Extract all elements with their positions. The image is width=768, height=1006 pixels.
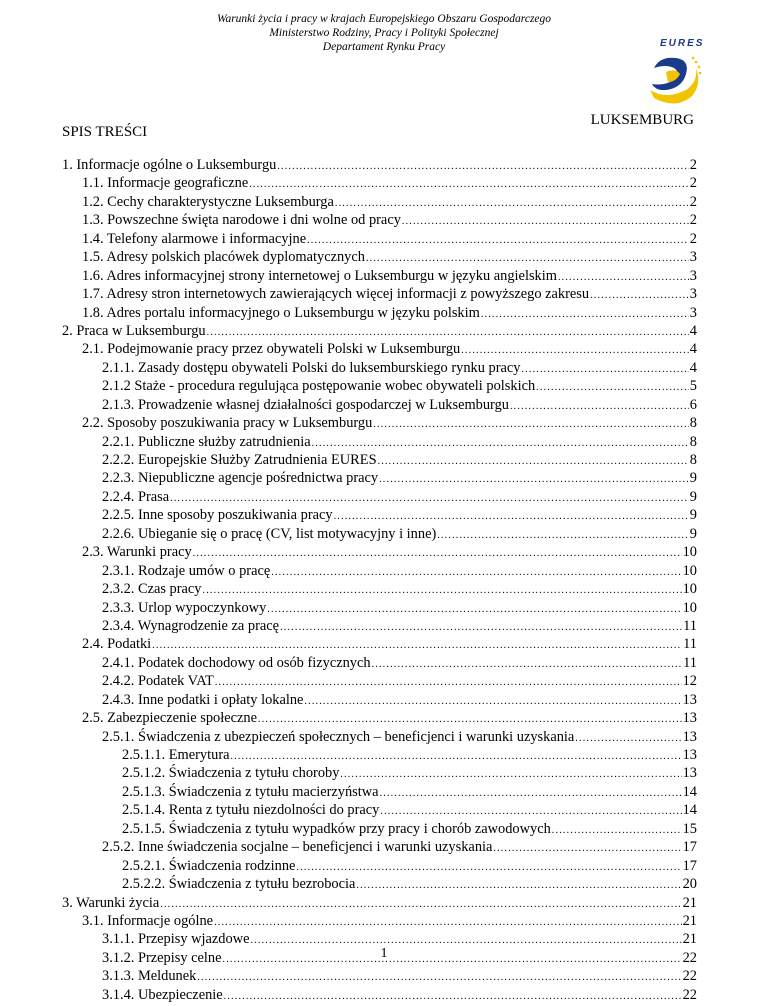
toc-entry-page: 13	[682, 747, 697, 763]
toc-entry-title: 2.1. Podejmowanie pracy przez obywateli Polski w Luksemburgu	[82, 341, 461, 358]
toc-entry[interactable]	[62, 488, 697, 506]
toc-entry[interactable]	[62, 728, 697, 746]
toc-entry-title: 2.4.3. Inne podatki i opłaty lokalne	[102, 691, 304, 708]
toc-entry-title: 2.3.3. Urlop wypoczynkowy	[102, 599, 267, 616]
toc-entry-title: 2.5.1.2. Świadczenia z tytułu choroby	[122, 765, 340, 782]
toc-entry-page: 17	[682, 857, 697, 874]
toc-dot-leader	[373, 416, 688, 434]
toc-entry-title: 2.4.1. Podatek dochodowy od osób fizycznych	[102, 654, 371, 671]
toc-entry-title: 2.3.1. Rodzaje umów o pracę	[102, 562, 271, 579]
table-of-contents	[62, 156, 697, 1004]
toc-entry[interactable]	[62, 562, 697, 580]
toc-dot-leader	[214, 914, 682, 932]
toc-entry-page: 5	[689, 378, 697, 395]
toc-entry-title: 3.1. Informacje ogólne	[82, 912, 214, 929]
toc-entry[interactable]	[62, 875, 697, 893]
toc-entry[interactable]	[62, 967, 697, 985]
toc-entry-title: 2.5.1.3. Świadczenia z tytułu macierzyństwa	[122, 783, 379, 800]
toc-entry-page: 22	[682, 968, 697, 985]
toc-entry-page: 17	[682, 839, 697, 856]
toc-entry-page: 22	[682, 986, 697, 1003]
toc-dot-leader	[380, 803, 681, 821]
toc-entry[interactable]	[62, 543, 697, 561]
toc-dot-leader	[481, 306, 689, 324]
toc-entry[interactable]	[62, 635, 697, 653]
toc-dot-leader	[340, 766, 681, 784]
page-number: 1	[380, 946, 388, 961]
toc-dot-leader	[521, 361, 688, 379]
toc-entry-page: 14	[682, 802, 697, 819]
toc-entry-page: 3	[689, 286, 697, 303]
toc-entry[interactable]	[62, 801, 697, 819]
toc-dot-leader	[207, 324, 689, 342]
toc-entry-page: 11	[683, 636, 697, 653]
toc-entry-page: 21	[682, 931, 697, 948]
toc-entry-title: 3.1.2. Przepisy celne	[102, 949, 222, 966]
toc-entry-title: 1.7. Adresy stron internetowych zawierających więcej informacji z powyższego zakresu	[82, 286, 590, 303]
eures-logo-text: EURES	[660, 38, 705, 49]
toc-entry-page: 11	[683, 617, 697, 634]
toc-entry[interactable]	[62, 986, 697, 1004]
toc-dot-leader	[380, 785, 682, 803]
toc-entry-title: 1.5. Adresy polskich placówek dyplomatycznych	[82, 249, 365, 266]
toc-title: SPIS TREŚCI	[62, 124, 148, 140]
toc-entry[interactable]	[62, 599, 697, 617]
toc-entry[interactable]	[62, 396, 697, 414]
toc-entry-title: 2.1.3. Prowadzenie własnej działalności gospodarczej w Luksemburgu	[102, 396, 509, 413]
toc-dot-leader	[493, 840, 681, 858]
toc-dot-leader	[267, 601, 681, 619]
toc-dot-leader	[203, 582, 682, 600]
toc-entry[interactable]	[62, 857, 697, 875]
toc-entry-title: 2.5.1.1. Emerytura	[122, 747, 230, 763]
toc-entry-page: 13	[682, 691, 697, 708]
toc-entry-page: 2	[689, 193, 697, 210]
toc-entry[interactable]	[62, 820, 697, 838]
toc-entry-page: 12	[682, 673, 697, 690]
toc-entry[interactable]	[62, 267, 697, 285]
toc-entry-title: 1.4. Telefony alarmowe i informacyjne	[82, 230, 307, 247]
toc-entry-page: 3	[689, 304, 697, 321]
toc-entry-title: 2.5.2. Inne świadczenia socjalne – beneficjenci i warunki uzyskania	[102, 839, 493, 856]
toc-entry[interactable]	[62, 340, 697, 358]
toc-entry-title: 2.3. Warunki pracy	[82, 544, 192, 561]
toc-entry[interactable]	[62, 248, 697, 266]
toc-entry[interactable]	[62, 230, 697, 248]
toc-entry-title: 3.1.4. Ubezpieczenie	[102, 986, 223, 1003]
toc-entry[interactable]	[62, 709, 697, 727]
toc-entry-title: 1.3. Powszechne święta narodowe i dni wolne od pracy	[82, 212, 401, 229]
toc-dot-leader	[356, 877, 681, 895]
toc-entry-page: 13	[682, 728, 697, 745]
toc-entry[interactable]	[62, 838, 697, 856]
toc-entry[interactable]	[62, 617, 697, 635]
toc-entry[interactable]	[62, 451, 697, 469]
toc-dot-leader	[378, 453, 689, 471]
toc-dot-leader	[258, 711, 682, 729]
toc-entry[interactable]	[62, 174, 697, 192]
toc-entry-page: 3	[689, 267, 697, 284]
toc-entry-page: 10	[682, 599, 697, 616]
toc-entry[interactable]	[62, 654, 697, 672]
eures-logo	[646, 38, 708, 110]
toc-dot-leader	[590, 287, 689, 305]
toc-entry-page: 13	[682, 765, 697, 782]
country-label: LUKSEMBURG	[590, 112, 694, 128]
toc-entry-page: 8	[689, 433, 697, 450]
toc-entry[interactable]	[62, 304, 697, 322]
toc-entry-page: 9	[689, 470, 697, 487]
toc-entry-page: 11	[683, 654, 697, 671]
toc-entry-title: 1.2. Cechy charakterystyczne Luksemburga	[82, 193, 334, 210]
toc-entry-title: 2.2.4. Prasa	[102, 488, 170, 505]
toc-entry[interactable]	[62, 359, 697, 377]
toc-dot-leader	[280, 619, 682, 637]
toc-entry-title: 2.5.2.2. Świadczenia z tytułu bezrobocia	[122, 876, 356, 893]
toc-entry-page: 10	[682, 544, 697, 561]
toc-entry-page: 21	[682, 912, 697, 929]
toc-entry-page: 15	[682, 820, 697, 837]
toc-dot-leader	[193, 545, 682, 563]
toc-entry[interactable]	[62, 433, 697, 451]
toc-entry[interactable]	[62, 672, 697, 690]
toc-dot-leader	[437, 527, 689, 545]
toc-entry[interactable]	[62, 894, 697, 912]
toc-entry-title: 2.2.1. Publiczne służby zatrudnienia	[102, 433, 311, 450]
toc-entry-title: 2.2. Sposoby poszukiwania pracy w Luksemburgu	[82, 415, 373, 432]
toc-entry[interactable]	[62, 211, 697, 229]
toc-entry[interactable]	[62, 193, 697, 211]
toc-dot-leader	[160, 896, 681, 914]
toc-dot-leader	[224, 988, 682, 1006]
toc-entry-page: 22	[682, 949, 697, 966]
toc-dot-leader	[152, 637, 682, 655]
toc-entry-page: 4	[689, 341, 697, 358]
toc-dot-leader	[335, 195, 689, 213]
toc-dot-leader	[536, 379, 689, 397]
toc-entry-page: 10	[682, 562, 697, 579]
toc-dot-leader	[277, 158, 688, 176]
toc-entry-title: 2.2.3. Niepubliczne agencje pośrednictwa pracy	[102, 470, 379, 487]
toc-dot-leader	[296, 859, 681, 877]
toc-entry-page: 14	[682, 783, 697, 800]
header-line-2: Ministerstwo Rodziny, Pracy i Polityki Społecznej	[269, 27, 499, 39]
toc-entry-page: 2	[689, 175, 697, 192]
toc-entry-title: 2.4.2. Podatek VAT	[102, 673, 214, 690]
toc-entry-page: 20	[682, 876, 697, 893]
toc-entry-title: 1. Informacje ogólne o Luksemburgu	[62, 157, 277, 173]
toc-entry[interactable]	[62, 322, 697, 340]
toc-dot-leader	[552, 822, 682, 840]
toc-dot-leader	[334, 508, 689, 526]
toc-entry-title: 2.2.6. Ubieganie się o pracę (CV, list motywacyjny i inne)	[102, 525, 437, 542]
toc-entry-page: 8	[689, 452, 697, 468]
toc-dot-leader	[249, 176, 689, 194]
toc-entry[interactable]	[62, 469, 697, 487]
toc-entry-title: 2.2.5. Inne sposoby poszukiwania pracy	[102, 507, 333, 524]
toc-entry-page: 21	[682, 894, 697, 911]
toc-entry-page: 8	[689, 415, 697, 432]
toc-entry[interactable]	[62, 285, 697, 303]
toc-dot-leader	[271, 564, 681, 582]
toc-dot-leader	[510, 398, 689, 416]
toc-entry-title: 2.4. Podatki	[82, 636, 152, 653]
toc-entry-title: 2.5. Zabezpieczenie społeczne	[82, 710, 257, 727]
toc-entry-title: 3. Warunki życia	[62, 894, 160, 911]
toc-entry-title: 2. Praca w Luksemburgu	[62, 322, 206, 339]
toc-entry-title: 2.5.2.1. Świadczenia rodzinne	[122, 857, 296, 874]
toc-entry-title: 3.1.3. Meldunek	[102, 968, 197, 985]
toc-entry-page: 2	[689, 230, 697, 247]
toc-dot-leader	[558, 269, 689, 287]
toc-entry-page: 9	[689, 525, 697, 542]
toc-dot-leader	[197, 969, 681, 987]
toc-entry-page: 6	[689, 396, 697, 413]
toc-entry-title: 2.3.2. Czas pracy	[102, 581, 202, 598]
toc-entry-title: 2.5.1. Świadczenia z ubezpieczeń społecznych – beneficjenci i warunki uzyskania	[102, 728, 575, 745]
header-line-3: Departament Rynku Pracy	[322, 41, 446, 53]
toc-entry-title: 2.3.4. Wynagrodzenie za pracę	[102, 617, 280, 634]
toc-entry[interactable]	[62, 377, 697, 395]
toc-dot-leader	[170, 490, 689, 508]
toc-entry-title: 2.1.2 Staże - procedura regulująca postępowanie wobec obywateli polskich	[102, 378, 536, 395]
toc-dot-leader	[215, 674, 682, 692]
toc-entry-page: 2	[689, 157, 697, 173]
toc-dot-leader	[461, 342, 689, 360]
toc-entry[interactable]	[62, 580, 697, 598]
toc-entry[interactable]	[62, 506, 697, 524]
toc-dot-leader	[307, 232, 689, 250]
toc-entry[interactable]	[62, 764, 697, 782]
toc-entry[interactable]	[62, 783, 697, 801]
toc-dot-leader	[402, 213, 689, 231]
toc-dot-leader	[575, 730, 681, 748]
toc-dot-leader	[366, 250, 689, 268]
toc-entry[interactable]	[62, 746, 697, 764]
toc-entry-title: 1.8. Adres portalu informacyjnego o Luksemburgu w języku polskim	[82, 304, 480, 321]
toc-entry-page: 3	[689, 249, 697, 266]
toc-entry-title: 2.1.1. Zasady dostępu obywateli Polski do luksemburskiego rynku pracy	[102, 359, 521, 376]
toc-entry-title: 3.1.1. Przepisy wjazdowe	[102, 931, 250, 948]
toc-entry-page: 9	[689, 488, 697, 505]
toc-entry-title: 1.6. Adres informacyjnej strony internetowej o Luksemburgu w języku angielskim	[82, 267, 557, 284]
toc-entry-page: 2	[689, 212, 697, 229]
toc-dot-leader	[372, 656, 683, 674]
toc-entry[interactable]	[62, 156, 697, 174]
toc-entry[interactable]	[62, 912, 697, 930]
toc-entry-title: 2.5.1.5. Świadczenia z tytułu wypadków przy pracy i chorób zawodowych	[122, 820, 551, 837]
toc-entry-page: 4	[689, 359, 697, 376]
header-line-1: Warunki życia i pracy w krajach Europejskiego Obszaru Gospodarczego	[216, 13, 552, 25]
toc-dot-leader	[304, 693, 681, 711]
toc-entry-page: 10	[682, 581, 697, 598]
toc-entry[interactable]	[62, 691, 697, 709]
toc-entry-page: 4	[689, 322, 697, 339]
toc-entry-title: 1.1. Informacje geograficzne	[82, 175, 249, 192]
toc-entry[interactable]	[62, 414, 697, 432]
toc-entry-page: 13	[682, 710, 697, 727]
toc-entry-title: 2.2.2. Europejskie Służby Zatrudnienia EURES	[102, 452, 377, 468]
toc-dot-leader	[312, 435, 689, 453]
toc-entry-title: 2.5.1.4. Renta z tytułu niezdolności do pracy	[122, 802, 380, 819]
toc-entry-page: 9	[689, 507, 697, 524]
toc-dot-leader	[231, 748, 682, 766]
toc-entry[interactable]	[62, 525, 697, 543]
toc-dot-leader	[379, 471, 689, 489]
